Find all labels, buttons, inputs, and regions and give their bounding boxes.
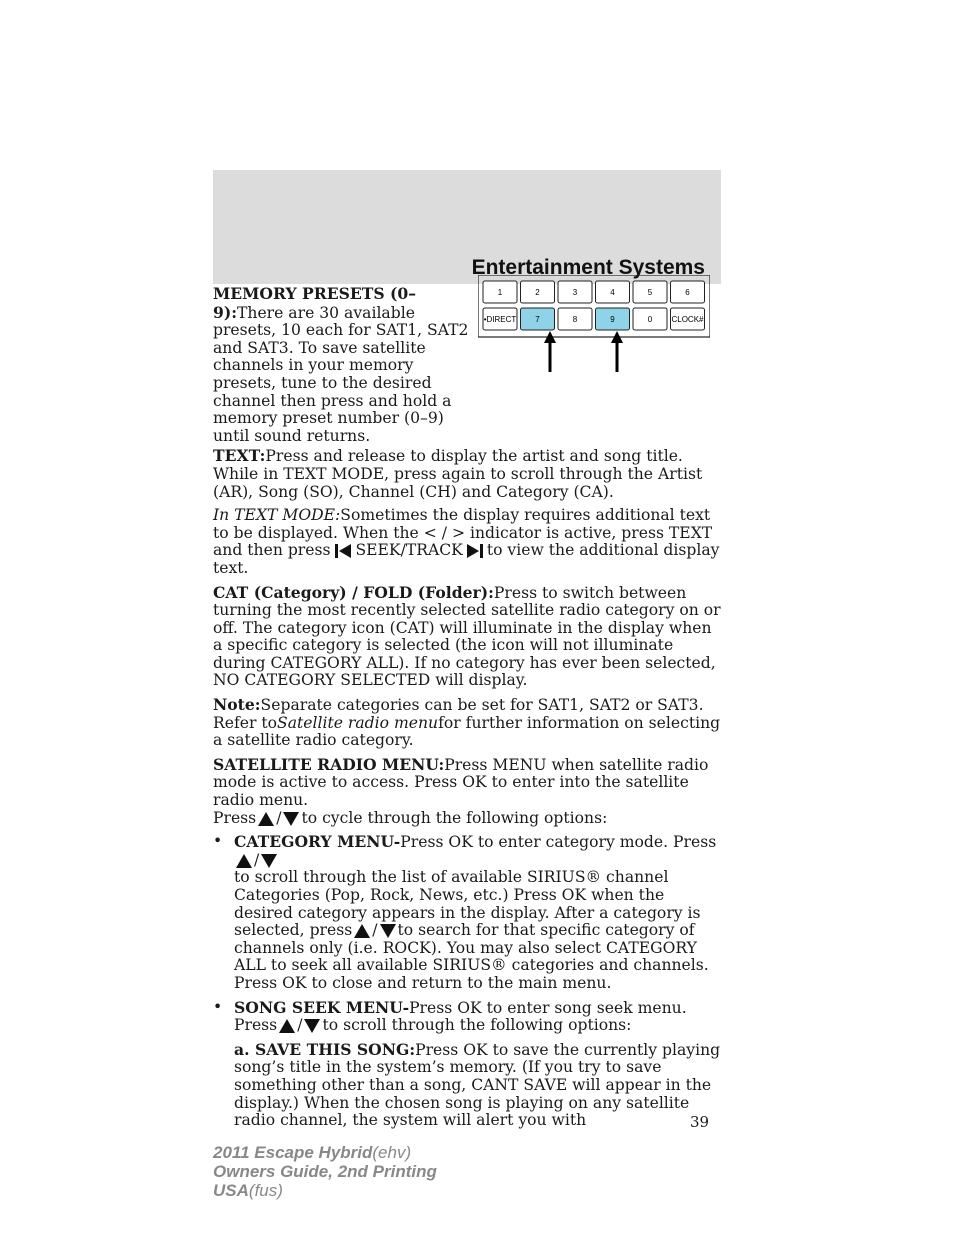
preset-button-label: 5 <box>647 288 653 297</box>
down-arrow-icon <box>283 812 299 826</box>
down-arrow-icon <box>261 854 277 868</box>
preset-button-label: 1 <box>497 288 503 297</box>
seek-back-icon <box>335 544 351 558</box>
up-arrow-icon <box>354 924 370 938</box>
preset-button-label: 9 <box>610 315 615 324</box>
up-arrow-icon <box>258 812 274 826</box>
preset-button-label: 0 <box>647 315 653 324</box>
preset-button-label: •DIRECT <box>483 315 517 324</box>
section-header <box>213 170 721 284</box>
down-arrow-icon <box>304 1019 320 1033</box>
preset-button-label: 6 <box>685 288 690 297</box>
down-arrow-icon <box>380 924 396 938</box>
preset-button-label: 2 <box>535 288 540 297</box>
page-number: 39 <box>690 1113 710 1131</box>
cat-fold-paragraph: CAT (Category) / FOLD (Folder):Press to switch between turning the most recently selected satellite radio category on or off. The category icon (CAT) will illuminate in the display when a specific category is selected (the icon will not illuminate during CATEGORY ALL). If no category has ever been selected, NO CATEGORY SELECTED will display. <box>213 582 721 690</box>
preset-button-label: 4 <box>610 288 615 297</box>
document-footer: 2011 Escape Hybrid(ehv) Owners Guide, 2nd Printing USA(fus) <box>213 1143 437 1200</box>
up-arrow-icon <box>279 1019 295 1033</box>
category-menu-item: • CATEGORY MENU-Press OK to enter category mode. Press/ to scroll through the list of available SIRIUS® channel Categories (Pop, Rock, News, etc.) Press OK when the desired category appears in the display. After a category is selected, press / to search for that specific category of channels only (i.e. ROCK). You may also select CATEGORY ALL to seek all available SIRIUS® categories and channels. Press OK to close and return to the main menu. <box>213 832 717 992</box>
preset-button-label: 3 <box>572 288 578 297</box>
up-arrow-icon <box>236 854 252 868</box>
song-seek-menu-item: • SONG SEEK MENU-Press OK to enter song seek menu. Press / to scroll through the following options: <box>213 997 687 1035</box>
satellite-menu-paragraph: SATELLITE RADIO MENU:Press MENU when satellite radio mode is active to access. Press OK to enter into the satellite radio menu. Press / to cycle through the following options: <box>213 754 709 827</box>
preset-button-label: CLOCK# <box>671 315 704 324</box>
memory-presets-paragraph: MEMORY PRESETS (0–9):There are 30 available presets, 10 each for SAT1, SAT2 and SAT3. To save satellite channels in your memory presets, tune to the desired channel then press and hold a memory preset number (0–9) until sound returns. <box>213 284 469 445</box>
save-song-paragraph: a. SAVE THIS SONG:Press OK to save the currently playing song’s title in the system’s memory. (If you try to save something other than a song, CANT SAVE will appear in the display.) When the chosen song is playing on any satellite radio channel, the system will alert you with <box>234 1039 721 1130</box>
seek-forward-icon <box>467 544 483 558</box>
preset-button-label: 7 <box>535 315 540 324</box>
text-mode-paragraph: In TEXT MODE:Sometimes the display requires additional text to be displayed. When the < / > indicator is active, press TEXT and then press SEEK/TRACK to view the additional display text. <box>213 506 720 577</box>
section-title: Entertainment Systems <box>471 256 705 279</box>
note-paragraph: Note:Separate categories can be set for SAT1, SAT2 or SAT3. Refer toSatellite radio menufor further information on selecting a satellite radio category. <box>213 695 721 750</box>
preset-button-label: 8 <box>572 315 578 324</box>
text-paragraph: TEXT:Press and release to display the artist and song title. While in TEXT MODE, press again to scroll through the Artist (AR), Song (SO), Channel (CH) and Category (CA). <box>213 446 703 501</box>
